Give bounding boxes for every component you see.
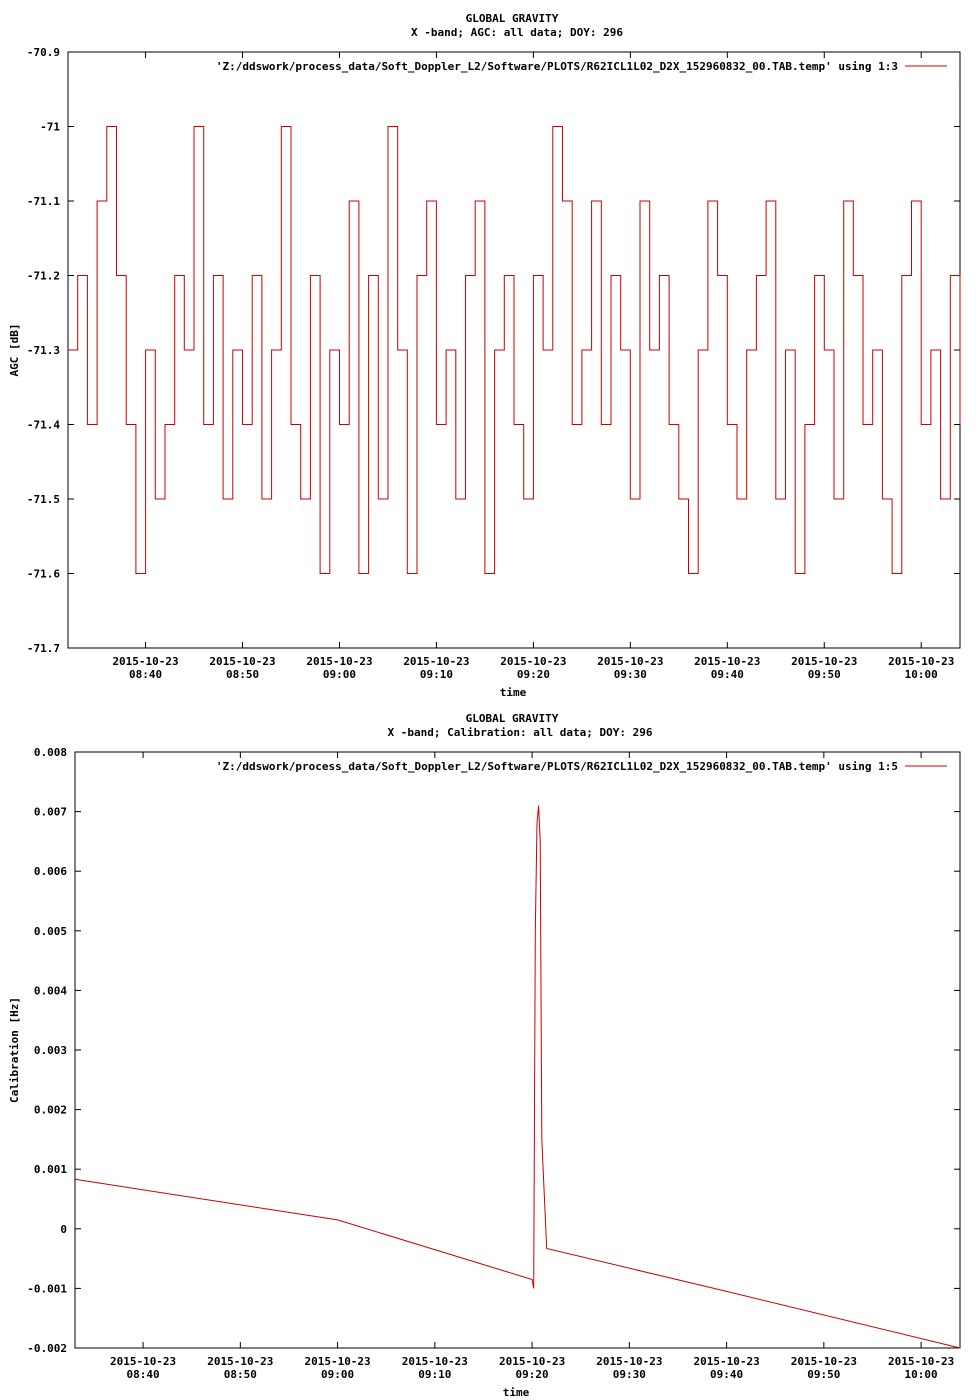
calibration-x-tick-date: 2015-10-23	[207, 1355, 274, 1368]
calibration-x-tick-time: 09:30	[612, 1368, 646, 1381]
agc-x-tick-date: 2015-10-23	[500, 655, 567, 668]
agc-legend-label: 'Z:/ddswork/process_data/Soft_Doppler_L2/Software/PLOTS/R62ICL1L02_D2X_152960832_00.TAB.temp' using 1:3	[215, 60, 898, 73]
agc-x-tick-time: 09:50	[807, 668, 841, 681]
agc-y-axis-label: AGC [dB]	[8, 323, 21, 377]
calibration-x-axis-label: time	[502, 1386, 530, 1399]
calibration-x-tick-time: 09:20	[515, 1368, 549, 1381]
agc-x-tick-date: 2015-10-23	[209, 655, 276, 668]
calibration-y-tick-label: 0.003	[33, 1044, 67, 1057]
calibration-x-tick-date: 2015-10-23	[596, 1355, 663, 1368]
agc-y-tick-label: -71.6	[26, 567, 60, 581]
calibration-x-tick-date: 2015-10-23	[887, 1355, 955, 1368]
calibration-x-tick-date: 2015-10-23	[304, 1355, 371, 1368]
calibration-y-tick-label: 0.006	[33, 865, 67, 879]
calibration-x-tick-date: 2015-10-23	[401, 1355, 468, 1368]
agc-x-tick-time: 08:50	[225, 668, 260, 681]
calibration-x-tick-date: 2015-10-23	[693, 1355, 760, 1368]
calibration-y-tick-label: 0.007	[33, 805, 67, 819]
calibration-x-tick-time: 09:00	[321, 1368, 355, 1381]
agc-x-tick-time: 09:20	[516, 668, 550, 681]
agc-y-tick-label: -70.9	[26, 46, 60, 59]
agc-y-tick-label: -71	[40, 120, 60, 134]
agc-x-tick-date: 2015-10-23	[791, 655, 858, 668]
calibration-y-tick-label: -0.002	[27, 1342, 67, 1355]
calibration-chart-title: GLOBAL GRAVITY	[465, 712, 559, 725]
calibration-y-tick-label: 0.002	[33, 1103, 67, 1117]
agc-chart-subtitle: X -band; AGC: all data; DOY: 296	[411, 26, 623, 39]
agc-chart-title: GLOBAL GRAVITY	[465, 12, 559, 25]
agc-x-tick-time: 09:40	[710, 668, 744, 681]
calibration-x-tick-time: 09:50	[807, 1368, 841, 1381]
calibration-x-tick-date: 2015-10-23	[109, 1355, 177, 1368]
calibration-x-tick-date: 2015-10-23	[498, 1355, 566, 1368]
agc-x-tick-date: 2015-10-23	[694, 655, 761, 668]
agc-x-tick-time: 09:30	[613, 668, 647, 681]
calibration-y-tick-label: 0.004	[33, 984, 67, 998]
calibration-x-tick-time: 09:10	[418, 1368, 452, 1381]
agc-x-tick-date: 2015-10-23	[888, 655, 955, 668]
agc-y-tick-label: -71.3	[26, 344, 60, 357]
agc-x-tick-time: 09:10	[419, 668, 453, 681]
agc-y-tick-label: -71.1	[26, 195, 60, 208]
calibration-x-tick-time: 08:50	[223, 1368, 257, 1381]
agc-x-tick-time: 08:40	[129, 668, 163, 681]
calibration-y-tick-label: 0	[60, 1222, 67, 1236]
calibration-y-tick-label: 0.001	[33, 1163, 67, 1177]
calibration-legend-label: 'Z:/ddswork/process_data/Soft_Doppler_L2/Software/PLOTS/R62ICL1L02_D2X_152960832_00.TAB.temp' using 1:5	[215, 760, 898, 773]
calibration-x-tick-time: 08:40	[126, 1368, 160, 1381]
calibration-y-axis-label: Calibration [Hz]	[8, 997, 21, 1103]
calibration-x-tick-time: 09:40	[710, 1368, 744, 1381]
agc-x-axis-label: time	[499, 686, 527, 699]
agc-y-tick-label: -71.2	[26, 269, 60, 283]
agc-y-tick-label: -71.4	[26, 418, 60, 432]
calibration-y-tick-label: -0.001	[27, 1282, 67, 1296]
calibration-x-tick-date: 2015-10-23	[790, 1355, 857, 1368]
agc-x-tick-date: 2015-10-23	[112, 655, 179, 668]
calibration-y-tick-label: 0.008	[33, 746, 67, 759]
agc-x-tick-date: 2015-10-23	[597, 655, 664, 668]
agc-x-tick-date: 2015-10-23	[403, 655, 470, 668]
agc-y-tick-label: -71.7	[26, 642, 60, 655]
agc-x-tick-time: 10:00	[904, 668, 938, 681]
calibration-x-tick-time: 10:00	[904, 1368, 938, 1381]
agc-y-tick-label: -71.5	[26, 493, 60, 506]
calibration-y-tick-label: 0.005	[33, 924, 67, 938]
agc-x-tick-time: 09:00	[322, 668, 357, 681]
agc-x-tick-date: 2015-10-23	[306, 655, 373, 668]
calibration-chart-subtitle: X -band; Calibration: all data; DOY: 296	[387, 726, 653, 739]
